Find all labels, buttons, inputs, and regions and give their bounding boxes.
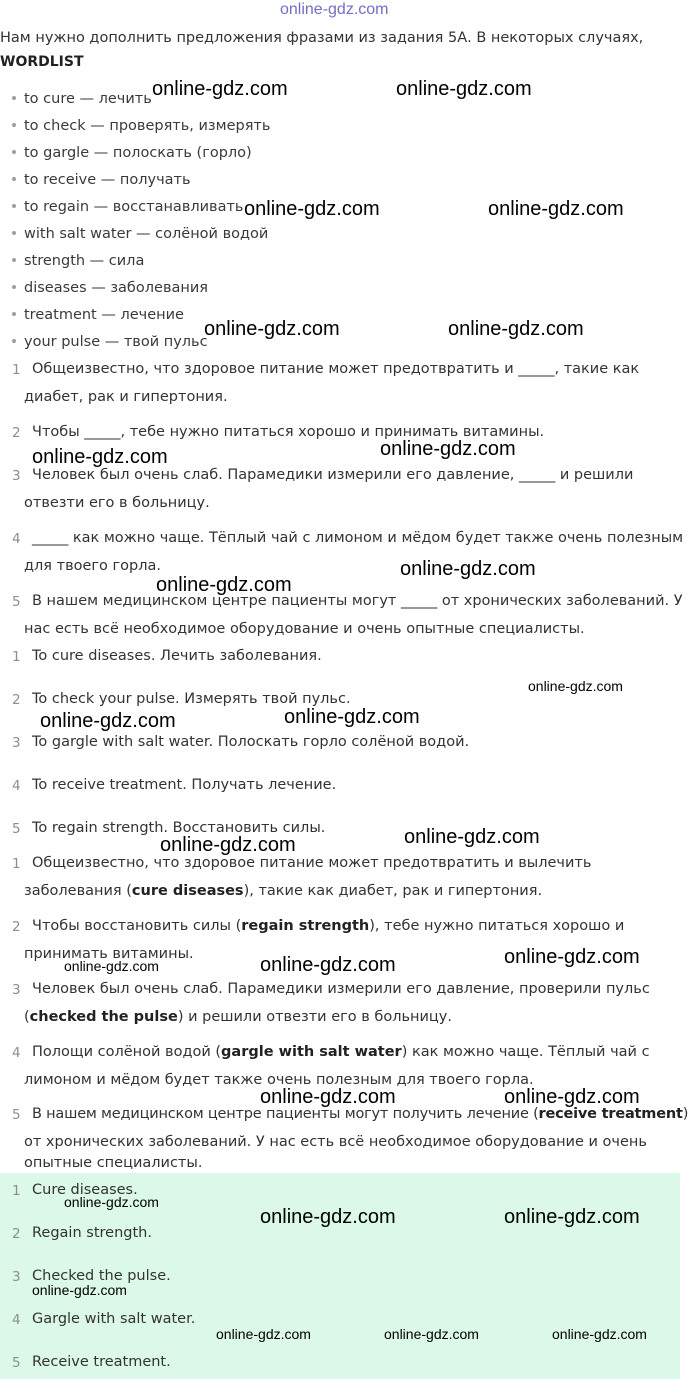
answer-phrase: cure diseases <box>131 883 244 899</box>
answer-text: Полощи солёной водой (gargle with salt water) как можно чаще. Тёплый чай с <box>32 1044 650 1060</box>
final-number: 5 <box>12 1355 21 1371</box>
watermark: online-gdz.com <box>40 710 176 732</box>
answer-phrase: gargle with salt water <box>221 1044 402 1060</box>
wordlist-item: to gargle — полоскать (горло) <box>12 145 252 161</box>
final-text: Gargle with salt water. <box>32 1311 196 1327</box>
answer-text: заболевания (cure diseases), такие как диабет, рак и гипертония. <box>24 883 543 899</box>
watermark: online-gdz.com <box>284 706 420 728</box>
watermark: online-gdz.com <box>552 1326 647 1342</box>
bullet-icon <box>12 285 16 289</box>
task-text: _____ как можно чаще. Тёплый чай с лимоном и мёдом будет также очень полезным <box>32 530 684 546</box>
wordlist-item: to check — проверять, измерять <box>12 118 270 134</box>
answer-number: 3 <box>12 982 21 998</box>
answer-text: от хронических заболеваний. У нас есть всё необходимое оборудование и очень <box>24 1134 647 1150</box>
task-text: Человек был очень слаб. Парамедики измерили его давление, _____ и решили <box>32 467 634 483</box>
final-text: Receive treatment. <box>32 1354 171 1370</box>
final-number: 4 <box>12 1312 21 1328</box>
watermark: online-gdz.com <box>504 1206 640 1228</box>
phrase-number: 1 <box>12 649 21 665</box>
watermark: online-gdz.com <box>64 1194 159 1210</box>
final-number: 3 <box>12 1269 21 1285</box>
answer-text: Человек был очень слаб. Парамедики измерили его давление, проверили пульс <box>32 981 650 997</box>
watermark: online-gdz.com <box>152 78 288 100</box>
wordlist-item: your pulse — твой пульс <box>12 334 208 350</box>
answer-text: (checked the pulse) и решили отвезти его в больницу. <box>24 1009 452 1025</box>
bullet-icon <box>12 177 16 181</box>
task-text: Чтобы _____, тебе нужно питаться хорошо и принимать витамины. <box>32 424 545 440</box>
watermark: online-gdz.com <box>64 958 159 974</box>
task-number: 4 <box>12 531 21 547</box>
answer-text: Общеизвестно, что здоровое питание может предотвратить и вылечить <box>32 855 592 871</box>
watermark: online-gdz.com <box>260 954 396 976</box>
final-number: 2 <box>12 1226 21 1242</box>
wordlist-item: to regain — восстанавливать <box>12 199 243 215</box>
watermark: online-gdz.com <box>380 438 516 460</box>
task-text: для твоего горла. <box>24 558 161 574</box>
final-text: Cure diseases. <box>32 1182 138 1198</box>
phrase-number: 3 <box>12 735 21 751</box>
watermark: online-gdz.com <box>384 1326 479 1342</box>
task-text: Общеизвестно, что здоровое питание может предотвратить и _____, такие как <box>32 361 640 377</box>
watermark: online-gdz.com <box>32 446 168 468</box>
task-text: нас есть всё необходимое оборудование и очень опытные специалисты. <box>24 621 585 637</box>
watermark: online-gdz.com <box>216 1326 311 1342</box>
watermark: online-gdz.com <box>244 198 380 220</box>
wordlist-item: treatment — лечение <box>12 307 184 323</box>
bullet-icon <box>12 231 16 235</box>
watermark: online-gdz.com <box>404 826 540 848</box>
wordlist-item: strength — сила <box>12 253 144 269</box>
final-text: Checked the pulse. <box>32 1268 171 1284</box>
watermark: online-gdz.com <box>448 318 584 340</box>
watermark: online-gdz.com <box>528 678 623 694</box>
task-number: 3 <box>12 468 21 484</box>
phrase-number: 5 <box>12 821 21 837</box>
watermark: online-gdz.com <box>488 198 624 220</box>
bullet-icon <box>12 123 16 127</box>
answer-number: 2 <box>12 919 21 935</box>
watermark: online-gdz.com <box>32 1282 127 1298</box>
phrase-text: To gargle with salt water. Полоскать горло солёной водой. <box>32 734 470 750</box>
watermark: online-gdz.com <box>400 558 536 580</box>
bullet-icon <box>12 339 16 343</box>
wordlist-item: diseases — заболевания <box>12 280 208 296</box>
watermark: online-gdz.com <box>260 1206 396 1228</box>
bullet-icon <box>12 96 16 100</box>
answer-number: 5 <box>12 1107 21 1123</box>
bullet-icon <box>12 312 16 316</box>
task-number: 5 <box>12 594 21 610</box>
task-text: отвезти его в больницу. <box>24 495 210 511</box>
bullet-icon <box>12 204 16 208</box>
intro-text: Нам нужно дополнить предложения фразами из задания 5А. В некоторых случаях, <box>0 30 644 46</box>
wordlist-item: with salt water — солёной водой <box>12 226 268 242</box>
wordlist-item: to receive — получать <box>12 172 191 188</box>
watermark: online-gdz.com <box>396 78 532 100</box>
task-number: 1 <box>12 362 21 378</box>
phrase-number: 4 <box>12 778 21 794</box>
watermark: online-gdz.com <box>260 1086 396 1108</box>
task-text: В нашем медицинском центре пациенты могут _____ от хронических заболеваний. У <box>32 593 683 609</box>
answer-text: В нашем медицинском центре пациенты могут получить лечение (receive treatment) <box>32 1106 688 1122</box>
phrase-text: To cure diseases. Лечить заболевания. <box>32 648 322 664</box>
bullet-icon <box>12 150 16 154</box>
answer-phrase: checked the pulse <box>29 1009 178 1025</box>
answer-text: принимать витамины. <box>24 946 194 962</box>
answer-number: 1 <box>12 856 21 872</box>
header-watermark: online-gdz.com <box>280 1 389 18</box>
task-text: диабет, рак и гипертония. <box>24 389 228 405</box>
phrase-text: To regain strength. Восстановить силы. <box>32 820 326 836</box>
final-number: 1 <box>12 1183 21 1199</box>
watermark: online-gdz.com <box>156 574 292 596</box>
watermark: online-gdz.com <box>504 1086 640 1108</box>
answer-number: 4 <box>12 1045 21 1061</box>
answer-text: опытные специалисты. <box>24 1155 203 1171</box>
wordlist-item: to cure — лечить <box>12 91 152 107</box>
task-number: 2 <box>12 425 21 441</box>
bullet-icon <box>12 258 16 262</box>
phrase-text: To check your pulse. Измерять твой пульс. <box>32 691 351 707</box>
watermark: online-gdz.com <box>204 318 340 340</box>
phrase-number: 2 <box>12 692 21 708</box>
watermark: online-gdz.com <box>504 946 640 968</box>
answer-phrase: regain strength <box>241 918 370 934</box>
answer-text: Чтобы восстановить силы (regain strength), тебе нужно питаться хорошо и <box>32 918 625 934</box>
watermark: online-gdz.com <box>160 834 296 856</box>
answer-text: лимоном и мёдом будет также очень полезным для твоего горла. <box>24 1072 534 1088</box>
answer-phrase: receive treatment <box>538 1106 683 1122</box>
wordlist-title: WORDLIST <box>0 54 84 70</box>
final-text: Regain strength. <box>32 1225 152 1241</box>
phrase-text: To receive treatment. Получать лечение. <box>32 777 337 793</box>
